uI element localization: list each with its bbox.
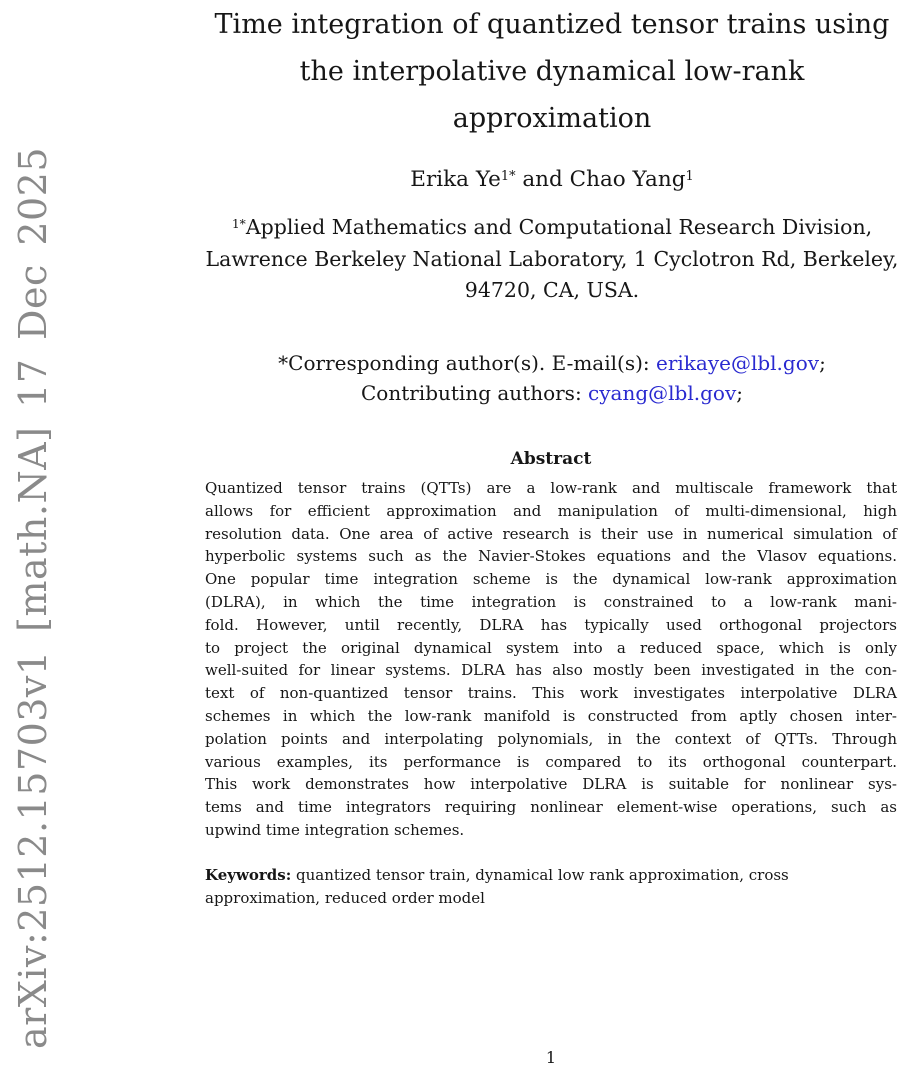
corresponding-email-link[interactable]: erikaye@lbl.gov [655, 351, 820, 375]
abstract-line: upwind time integration schemes. [205, 820, 465, 839]
abstract-line: Quantized tensor trains (QTTs) are a low-rank and multiscale framework that [205, 479, 897, 497]
affiliation-line-1 [200, 212, 904, 244]
abstract-line: hyperbolic systems such as the Navier-Stokes equations and the Vlasov equations. [205, 547, 897, 566]
abstract-line: well-suited for linear systems. DLRA has also mostly been investigated in the con- [205, 661, 897, 680]
contributing-prefix: Contributing authors: [360, 381, 589, 405]
paper-title-line-1: Time integration of quantized tensor trains using [214, 9, 890, 40]
arxiv-watermark: arXiv:2512.15703v1 [math.NA] 17 Dec 2025 [11, 146, 55, 1050]
abstract-line: to project the original dynamical system into a reduced space, which is only [205, 638, 897, 657]
paper-title-line-3: approximation [452, 103, 652, 134]
corresponding-author-line [200, 348, 904, 378]
abstract-line: (DLRA), in which the time integration is constrained to a low-rank mani- [205, 592, 897, 611]
author-2-name: Chao Yang [569, 167, 686, 192]
author-1-name: Erika Ye [410, 167, 501, 192]
abstract-line: resolution data. One area of active research is their use in numerical simulation of [205, 524, 897, 543]
abstract-line: fold. However, until recently, DLRA has typically used orthogonal projectors [205, 615, 897, 634]
author-1-superscript: 1* [500, 168, 516, 184]
affiliation-superscript: 1* [231, 217, 246, 232]
contact-block [200, 348, 904, 408]
affiliation-line-1-text: Applied Mathematics and Computational Research Division, [245, 215, 873, 239]
abstract-line: This work demonstrates how interpolative DLRA is suitable for nonlinear sys- [205, 775, 897, 794]
author-line [200, 166, 904, 194]
corresponding-prefix: *Corresponding author(s). E-mail(s): [278, 351, 656, 375]
author-2-superscript: 1 [685, 168, 694, 184]
author-separator: and [515, 167, 570, 192]
abstract-line: text of non-quantized tensor trains. This work investigates interpolative DLRA [205, 684, 897, 703]
abstract-line: various examples, its performance is compared to its orthogonal counterpart. [205, 752, 897, 771]
abstract-line: polation points and interpolating polynomials, in the context of QTTs. Through [205, 729, 897, 748]
abstract-line: schemes in which the low-rank manifold is constructed from aptly chosen inter- [205, 706, 897, 725]
abstract-text [205, 477, 897, 842]
affiliation-block [200, 212, 904, 307]
keywords-line-1 [205, 864, 897, 887]
keywords-line-2: approximation, reduced order model [205, 888, 485, 907]
corresponding-suffix: ; [819, 351, 826, 375]
abstract-line: tems and time integrators requiring nonlinear element-wise operations, such as [205, 798, 897, 817]
abstract-line: One popular time integration scheme is the dynamical low-rank approximation [205, 570, 897, 589]
keywords-block [205, 864, 897, 909]
contributing-suffix: ; [736, 381, 743, 405]
page-number: 1 [545, 1048, 557, 1067]
contributing-author-line [200, 378, 904, 408]
keywords-line-1-text: quantized tensor train, dynamical low rank approximation, cross [291, 866, 789, 884]
keywords-label: Keywords: [205, 866, 292, 884]
paper-title [200, 1, 904, 142]
abstract-line: allows for efficient approximation and manipulation of multi-dimensional, high [205, 501, 897, 520]
affiliation-line-2: Lawrence Berkeley National Laboratory, 1 Cyclotron Rd, Berkeley, [205, 246, 899, 271]
affiliation-line-3: 94720, CA, USA. [464, 278, 640, 302]
contributing-email-link[interactable]: cyang@lbl.gov [588, 381, 737, 405]
abstract-heading: Abstract [510, 449, 592, 469]
paper-title-line-2: the interpolative dynamical low-rank [299, 56, 805, 87]
